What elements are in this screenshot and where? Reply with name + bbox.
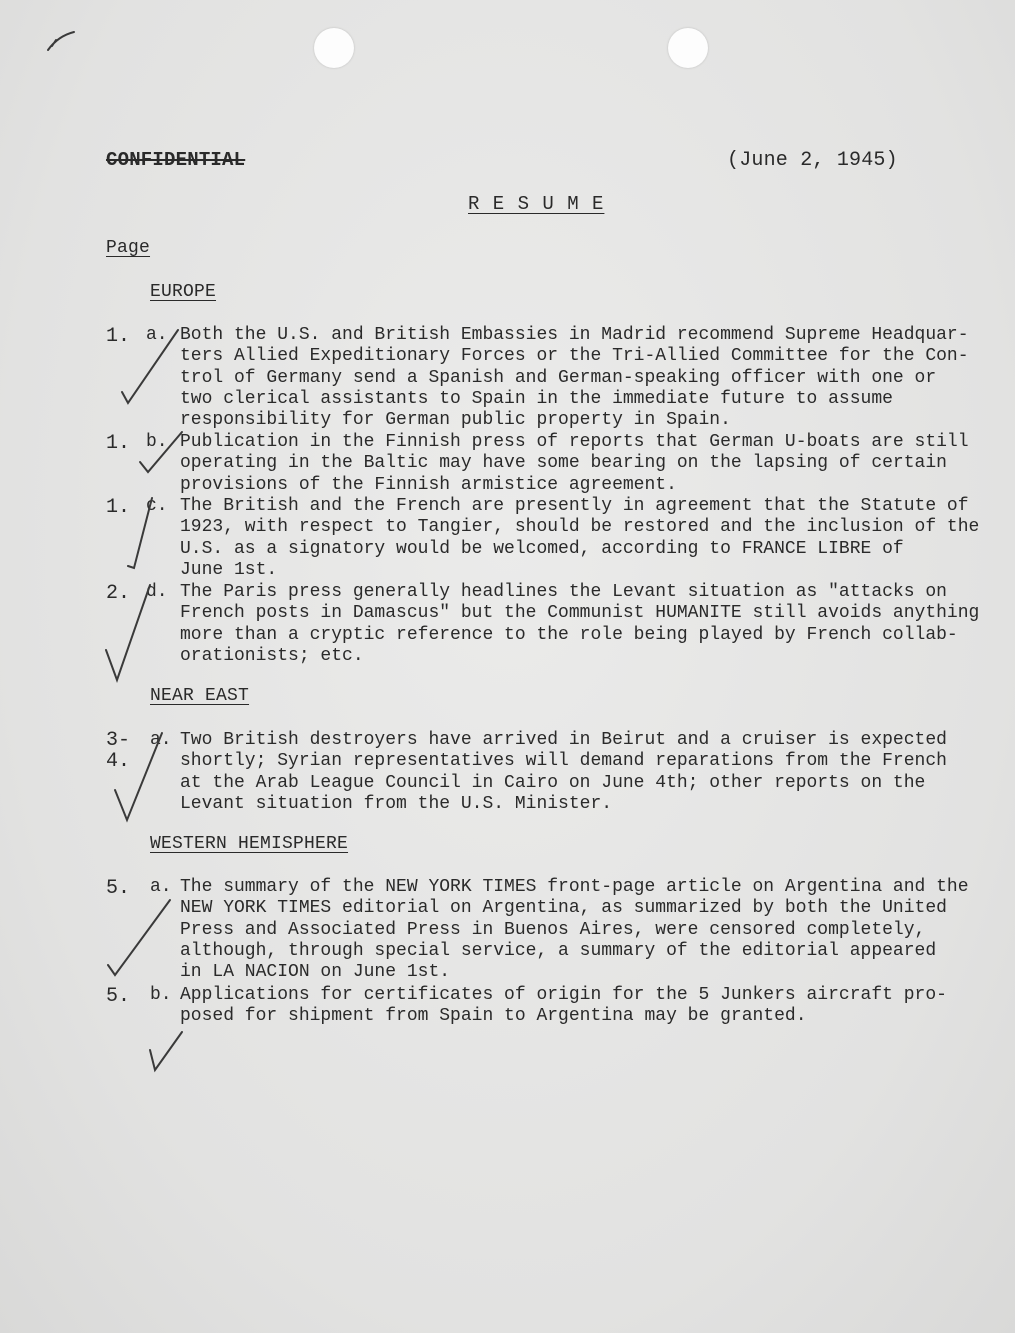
item-letter: c.: [146, 496, 168, 516]
item-text: The Paris press generally headlines the Levant situation as "attacks on French posts in Damascus" but the Communist HUMANITE still avoids anything more than a cryptic reference to the role being played by French collab- orationists; etc.: [180, 582, 980, 666]
section-heading: EUROPE: [150, 282, 217, 302]
item-text: Two British destroyers have arrived in Beirut and a cruiser is expected shortly; Syrian representatives will demand reparations from the French at the Arab League Council in Cairo on June 4th; other reports on the Levant situation from the U.S. Minister.: [180, 730, 947, 814]
checkmark-icon: [150, 1032, 182, 1070]
page-number: 3- 4.: [106, 729, 131, 773]
item-letter: a.: [146, 325, 168, 345]
page-number: 1.: [106, 496, 131, 519]
page-number: 1.: [106, 432, 131, 455]
pencil-mark-icon: [48, 32, 74, 50]
item-text: Applications for certificates of origin for the 5 Junkers aircraft pro- posed for shipment from Spain to Argentina may be granted.: [180, 985, 947, 1027]
item-letter: d.: [146, 582, 168, 602]
item-letter: a.: [150, 730, 172, 750]
checkmark-icon: [128, 498, 152, 568]
section-heading: NEAR EAST: [150, 686, 250, 706]
item-letter: a.: [150, 877, 172, 897]
item-text: Both the U.S. and British Embassies in Madrid recommend Supreme Headquar- ters Allied Expeditionary Forces or the Tri-Allied Committee for the Con- trol of Germany send a Spanish and German-speaking officer with one or two clerical assistants to Spain in the immediate future to assume responsibility for German public property in Spain.: [180, 325, 969, 431]
checkmark-icon: [106, 585, 150, 680]
item-letter: b.: [150, 985, 172, 1005]
classification-label: CONFIDENTIAL: [106, 149, 246, 171]
section-heading: WESTERN HEMISPHERE: [150, 834, 349, 854]
checkmark-icon: [108, 900, 170, 975]
page-number: 5.: [106, 877, 131, 900]
checkmark-icon: [115, 733, 162, 820]
checkmark-icon: [140, 432, 182, 472]
item-text: The British and the French are presently in agreement that the Statute of 1923, with respect to Tangier, should be restored and the inclusion of the U.S. as a signatory would be welcomed, according to FRANCE LIBRE of June 1st.: [180, 496, 980, 580]
page-column-label: Page: [106, 238, 151, 258]
item-text: Publication in the Finnish press of reports that German U-boats are still operating in the Baltic may have some bearing on the lapsing of certain provisions of the Finnish armistice agreement.: [180, 432, 969, 495]
page-title: R E S U M E: [468, 193, 605, 215]
item-letter: b.: [146, 432, 168, 452]
page-number: 5.: [106, 985, 131, 1008]
page-number: 2.: [106, 582, 131, 605]
document-date: (June 2, 1945): [727, 149, 898, 172]
checkmark-icon: [122, 330, 178, 403]
page-number: 1.: [106, 325, 131, 348]
item-text: The summary of the NEW YORK TIMES front-page article on Argentina and the NEW YORK TIMES editorial on Argentina, as summarized by both the United Press and Associated Press in Buenos Aires, were censored completely, although, through special service, a summary of the editorial appeared in LA NACION on June 1st.: [180, 877, 969, 983]
